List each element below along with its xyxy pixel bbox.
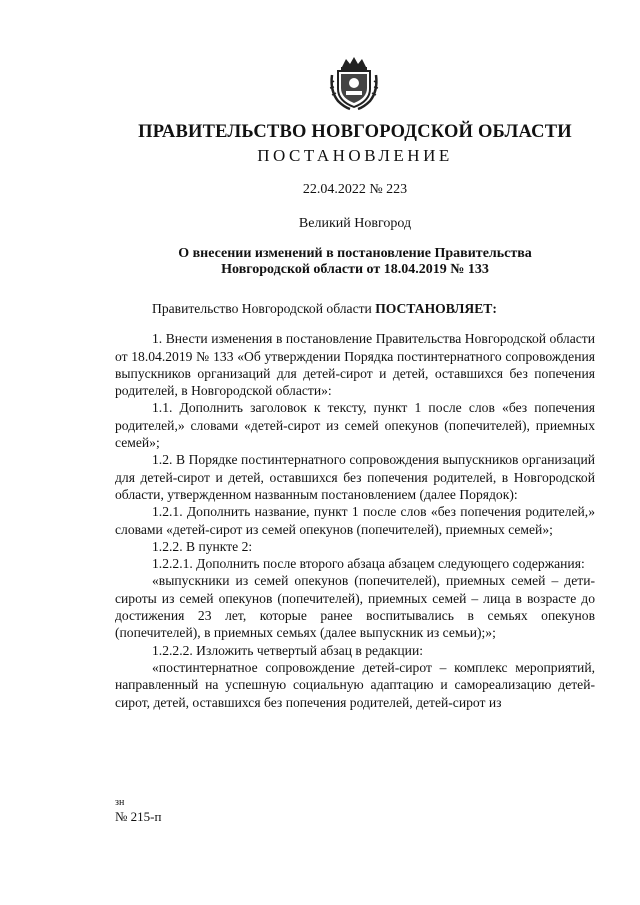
document-body (115, 300, 595, 711)
city: Великий Новгород (298, 216, 412, 231)
paragraph: 1.2.2. В пункте 2: (152, 538, 253, 554)
enacting-clause (115, 300, 595, 317)
document-type: ПОСТАНОВЛЕНИЕ (257, 146, 453, 165)
paragraph: 1.2.2.1. Дополнить после второго абзаца абзацем следующего содержания: (152, 556, 585, 572)
footer (115, 796, 161, 824)
form-number: № 215-п (115, 809, 162, 824)
paragraph: 1.2.1. Дополнить название, пункт 1 после слов «без попечения родителей,» словами «детей-сирот из семей опекунов (попечителей), приемных семей»; (115, 504, 595, 537)
paragraph: 1.2. В Порядке постинтернатного сопровождения выпускников организаций для детей-сирот и детей, оставшихся без попечения родителей, в Новгородской области, утвержденном названным постановлением (далее Порядок): (115, 452, 595, 502)
coat-of-arms-icon (328, 55, 380, 111)
enacting-clause-bold: ПОСТАНОВЛЯЕТ: (375, 301, 497, 316)
date-number: 22.04.2022 № 223 (302, 182, 408, 197)
paragraph: 1.2.2.2. Изложить четвертый абзац в редакции: (152, 642, 424, 658)
government-title: ПРАВИТЕЛЬСТВО НОВГОРОДСКОЙ ОБЛАСТИ (138, 122, 572, 142)
subject-line-2: Новгородской области от 18.04.2019 № 133 (221, 262, 489, 277)
paragraph: 1. Внести изменения в постановление Правительства Новгородской области от 18.04.2019 № 133 «Об утверждении Порядка постинтернатного сопровождения выпускников организаций для детей-сирот и детей, оставшихся без попечения родителей, в Новгородской области»: (115, 331, 595, 399)
paragraph: «постинтернатное сопровождение детей-сирот – комплекс мероприятий, направленный на успешную социальную адаптацию и самореализацию детей-сирот, детей, оставшихся без попечения родителей, детей-сирот из (115, 659, 595, 710)
enacting-clause-text: Правительство Новгородской области (152, 301, 376, 316)
paragraph: 1.1. Дополнить заголовок к тексту, пункт 1 после слов «без попечения родителей,» словами «детей-сирот из семей опекунов (попечителей), приемных семей»; (115, 400, 595, 451)
document-subject (0, 246, 640, 278)
subject-line-1: О внесении изменений в постановление Правительства (178, 246, 532, 261)
paragraph: «выпускники из семей опекунов (попечителей), приемных семей – дети-сироты из семей опекунов (попечителей), приемных семей – лица в возрасте до достижения 23 лет, которые ранее воспитывались в семьях опекунов (попечителей), в приемных семьях (далее выпускник из семьи);»; (115, 573, 595, 641)
executor-initials: зн (115, 797, 125, 808)
